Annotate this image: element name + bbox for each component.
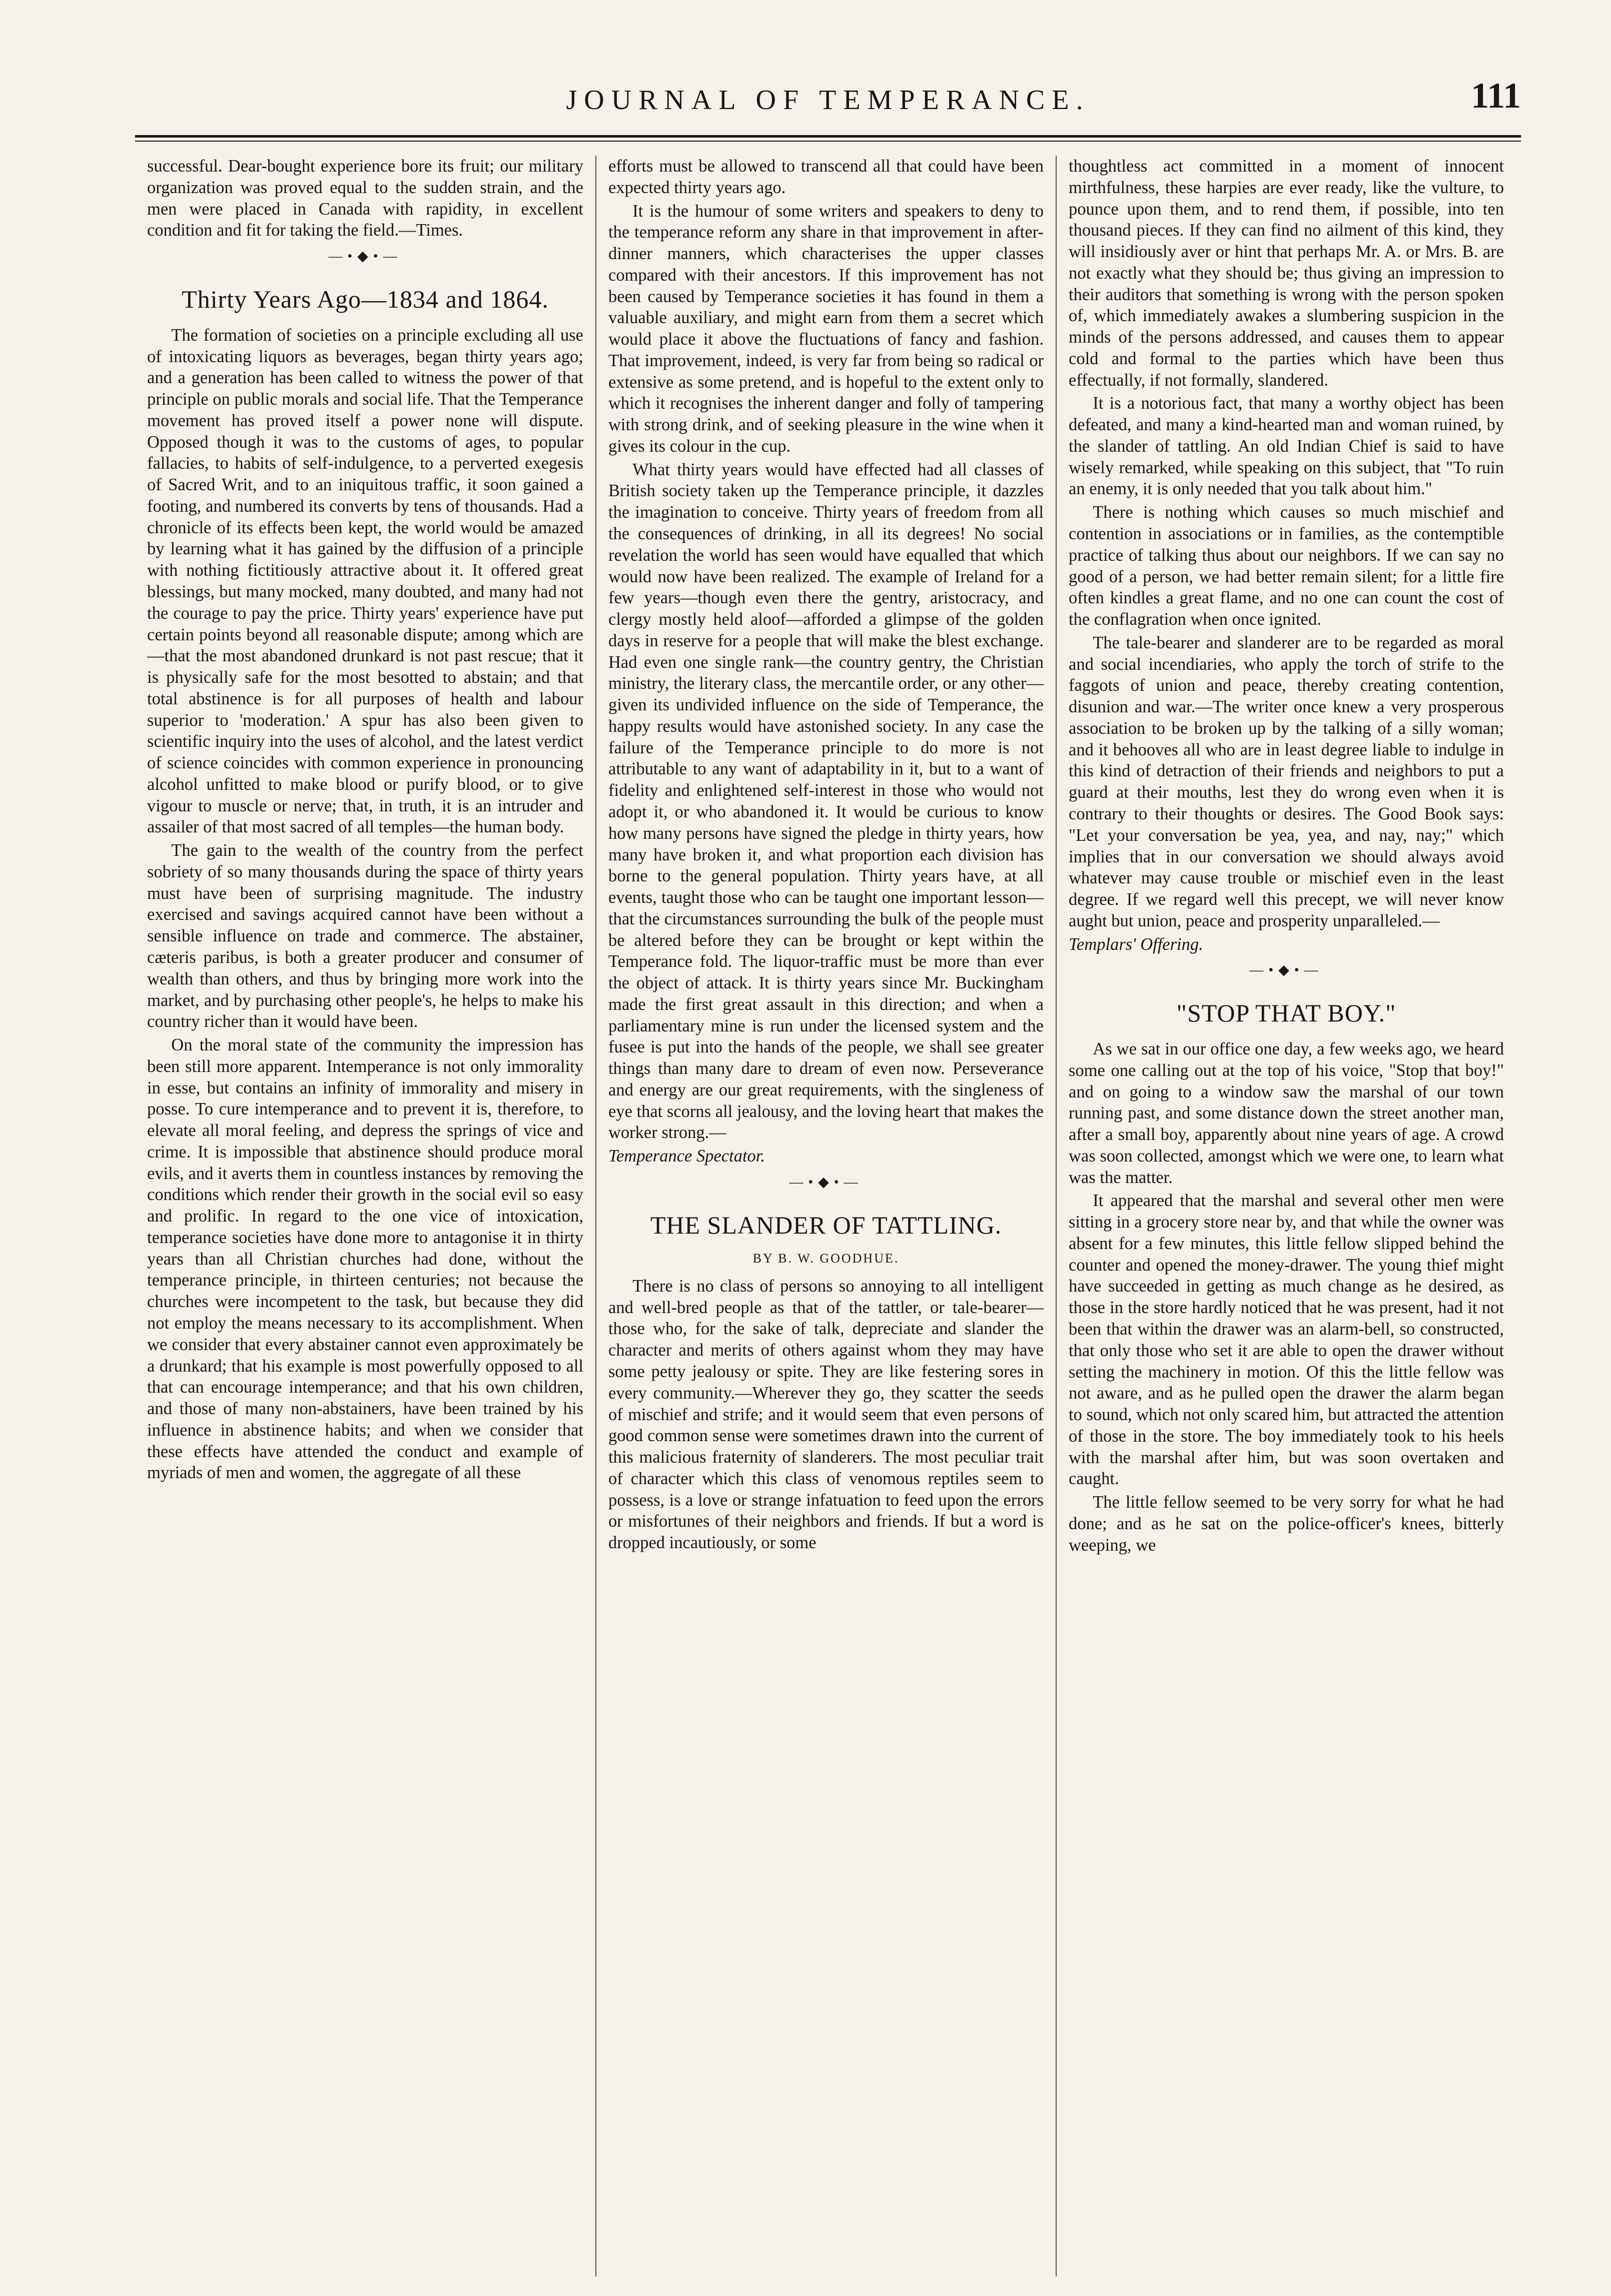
page-number: 111 — [1470, 76, 1521, 116]
paragraph: It is the humour of some writers and speakers to deny to the temperance reform any share in that improvement in after-dinner manners, which characterises the upper classes compared with their ancestors. If this improvement has not been caused by Temperance societies it has found in them a valuable auxiliary, and might earn from them a secret which would place it above the fluctuations of fancy and fashion. That improvement, indeed, is very far from being so radical or extensive as some pretend, and is hopeful to the extent only to which it recognises the inherent danger and folly of tampering with strong drink, and of seeking pleasure in the wine when it gives its colour in the cup. — [608, 201, 1044, 456]
paragraph: There is nothing which causes so much mischief and contention in associations or in families, as the contemptible practice of talking thus about our neighbors. If we can say no good of a person, we had better remain silent; for a little fire often kindles a great flame, and no one can count the cost of the conflagration when once ignited. — [1069, 503, 1504, 629]
running-head — [135, 75, 1521, 135]
paragraph: The tale-bearer and slanderer are to be regarded as moral and social incendiaries, who apply the torch of strife to the faggots of union and peace, thereby creating contention, disunion and war.—The writer once knew a very prosperous association to be broken up by the talking of a silly woman; and it behooves all who are in least degree liable to indulge in this kind of detraction of their friends and neighbors to put a guard at their mouths, lest they do wrong even when it is contrary to their thoughts or desires. The Good Book says: "Let your conversation be yea, yea, and nay, nay;" which implies that in our conversation we should always avoid whatever may cause trouble or mischief even in the least degree. If we regard well this precept, we will never know aught but union, peace and prosperity unparalleled.— — [1069, 633, 1504, 930]
column-3 — [1056, 156, 1516, 2276]
separator: —•◆•— — [1249, 962, 1323, 978]
journal-title: JOURNAL OF TEMPERANCE. — [566, 85, 1090, 116]
paragraph: It appeared that the marshal and several other men were sitting in a grocery store near by, and that while the owner was absent for a few minutes, this little fellow slipped behind the counter and opened the money-drawer. The young thief might have succeeded in getting as much change as he desired, as those in the store hardly noticed that he was present, had it not been that within the drawer was an alarm-bell, so constructed, that only those who set it are able to open the drawer without setting the machinery in motion. Of this the little fellow was not aware, and as he pulled open the drawer the alarm began to sound, which not only scared him, but attracted the attention of those in the store. The boy immediately took to his heels with the marshal after him, but was soon overtaken and caught. — [1069, 1191, 1504, 1489]
separator: —•◆•— — [789, 1174, 863, 1190]
column-2 — [595, 156, 1056, 2276]
paragraph: What thirty years would have effected had all classes of British society taken up the Temperance principle, it dazzles the imagination to conceive. Thirty years of freedom from all the consequences of drinking, in all its degrees! No social revelation the world has seen would have equalled that which would now have been realized. The example of Ireland for a few years—though even there the gentry, aristocracy, and clergy mostly held aloof—afforded a glimpse of the golden days in reserve for a people that will make the blest exchange. Had even one single rank—the country gentry, the Christian ministry, the literary class, the mercantile order, or any other—given its undivided influence on the side of Temperance, the happy results would have astonished society. In any case the failure of the Temperance principle to do more is not attributable to any want of adaptability in it, but to a want of fidelity and enlightened self-interest in those who would not adopt it, or who abandoned it. It would be curious to know how many persons have signed the pledge in thirty years, how many have broken it, and what proportion each division has borne to the general population. Thirty years have, at all events, taught those who can be taught one important lesson—that the circumstances surrounding the bulk of the people must be altered before they can be brought or kept within the Temperance fold. The liquor-traffic must be more than ever the object of attack. It is thirty years since Mr. Buckingham made the first great assault in this direction; and when a parliamentary mine is run under the licensed system and the fusee is put into the hands of the people, we shall see greater things than many dare to dream of even now. Perseverance and energy are our great requirements, with the singleness of eye that scorns all jealousy, and the loving heart that makes the worker strong.— — [608, 460, 1044, 1142]
source-credit: Temperance Spectator. — [608, 1146, 765, 1166]
separator: —•◆•— — [328, 249, 402, 265]
paragraph: The gain to the wealth of the country from the perfect sobriety of so many thousands during the space of thirty years must have been of surprising magnitude. The industry exercised and savings acquired cannot have been without a sensible influence on trade and commerce. The abstainer, cæteris paribus, is both a greater producer and consumer of wealth than others, and thus by bringing more work into the market, and by purchasing other people's, he helps to make his country richer than it would have been. — [147, 841, 583, 1031]
paragraph: It is a notorious fact, that many a worthy object has been defeated, and many a kind-hearted man and woman ruined, by the slander of tattling. An old Indian Chief is said to have wisely remarked, while speaking on this subject, that "To ruin an enemy, it is only needed that you talk about him." — [1069, 394, 1504, 499]
continued-fragment: successful. Dear-bought experience bore its fruit; our military organization was proved equal to the sudden strain, and the men were placed in Canada with rapidity, in excellent condition and fit for taking the field.—Times. — [147, 157, 583, 240]
paragraph: The little fellow seemed to be very sorry for what he had done; and as he sat on the police-officer's knees, bitterly weeping, we — [1069, 1493, 1504, 1555]
article-title-thirty-years: Thirty Years Ago—1834 and 1864. — [182, 285, 549, 313]
columns — [135, 156, 1521, 2276]
header-rule — [135, 135, 1521, 142]
byline: BY B. W. GOODHUE. — [752, 1251, 900, 1266]
paragraph: On the moral state of the community the impression has been still more apparent. Intemperance is not only immorality in esse, but contains an infinity of immorality and misery in posse. To cure intemperance and to prevent it is, therefore, to elevate all moral feeling, and depress the springs of vice and crime. It is impossible that abstinence should produce moral evils, and it averts them in countless instances by removing the conditions which render their growth in the social evil so easy and prolific. In regard to the one vice of intoxication, temperance societies have done more to antagonise it in thirty years than all Christian churches had done, without the temperance principle, in thirteen centuries; not because the churches were incompetent to the task, but because they did not employ the means necessary to its accomplishment. When we consider that every abstainer cannot even approximately be a drunkard; that his example is most powerfully opposed to all that can encourage intemperance; and that his own children, and those of many non-abstainers, have been trained by his influence in abstinence habits; and when we consider that these effects have attended the conduct and example of myriads of men and women, the aggregate of all these — [147, 1035, 583, 1483]
paragraph: efforts must be allowed to transcend all that could have been expected thirty years ago. — [608, 157, 1044, 197]
paragraph: thoughtless act committed in a moment of innocent mirthfulness, these harpies are ever ready, like the vulture, to pounce upon them, and to rend them, if possible, into ten thousand pieces. If they can find no ailment of this kind, they will insidiously aver or hint that perhaps Mr. A. or Mrs. B. are not exactly what they should be; thus giving an impression to their auditors that something is wrong with the person spoken of, which immediately awakes a slumbering suspicion in the minds of the persons addressed, and causes them to appear cold and formal to the parties which have been thus effectually, if not formally, slandered. — [1069, 157, 1504, 390]
article-title-slander: THE SLANDER OF TATTLING. — [650, 1211, 1002, 1239]
paragraph: There is no class of persons so annoying to all intelligent and well-bred people as that of the tattler, or tale-bearer—those who, for the sake of talk, depreciate and slander the character and merits of others against whom they may have some petty jealousy or spite. They are like festering sores in every community.—Wherever they go, they scatter the seeds of mischief and strife; and it would seem that even persons of good common sense were sometimes drawn into the current of this malicious fraternity of slanderers. The most peculiar trait of character which this class of venomous reptiles seem to possess, is a love or strange infatuation to feed upon the errors or misfortunes of their neighbors and friends. If but a word is dropped incautiously, or some — [608, 1276, 1044, 1553]
article-title-stop-that-boy: "STOP THAT BOY." — [1176, 999, 1396, 1027]
source-credit: Templars' Offering. — [1069, 934, 1203, 954]
paragraph: As we sat in our office one day, a few weeks ago, we heard some one calling out at the top of his voice, "Stop that boy!" and on going to a window saw the marshal of our town running past, and some distance down the street another man, after a small boy, apparently about nine years of age. A crowd was soon collected, amongst which we were one, to learn what was the matter. — [1069, 1039, 1504, 1187]
paragraph: The formation of societies on a principle excluding all use of intoxicating liquors as beverages, began thirty years ago; and a generation has been called to witness the power of that principle on public morals and social life. That the Temperance movement has proved itself a power none will dispute. Opposed though it was to the customs of ages, to popular fallacies, to habits of self-indulgence, to a perverted exegesis of Sacred Writ, and to an iniquitous traffic, it soon gained a footing, and numbered its converts by tens of thousands. Had a chronicle of its effects been kept, the world would be amazed by learning what it has gained by the diffusion of a principle with nothing fictitiously attractive about it. It offered great blessings, but many mocked, many doubted, and many had not the courage to pay the price. Thirty years' experience have put certain points beyond all reasonable dispute; among which are —that the most abandoned drunkard is not past rescue; that it is physically safe for the most besotted to abstain; and that total abstinence is for all purposes of health and labour superior to 'moderation.' A spur has also been given to scientific inquiry into the uses of alcohol, and the latest verdict of science coincides with common experience in pronouncing alcohol unfitted to make blood or purify blood, or to give vigour to muscle or nerve; that, in truth, it is an intruder and assailer of that most sacred of all temples—the human body. — [147, 325, 583, 837]
column-1 — [135, 156, 595, 2276]
